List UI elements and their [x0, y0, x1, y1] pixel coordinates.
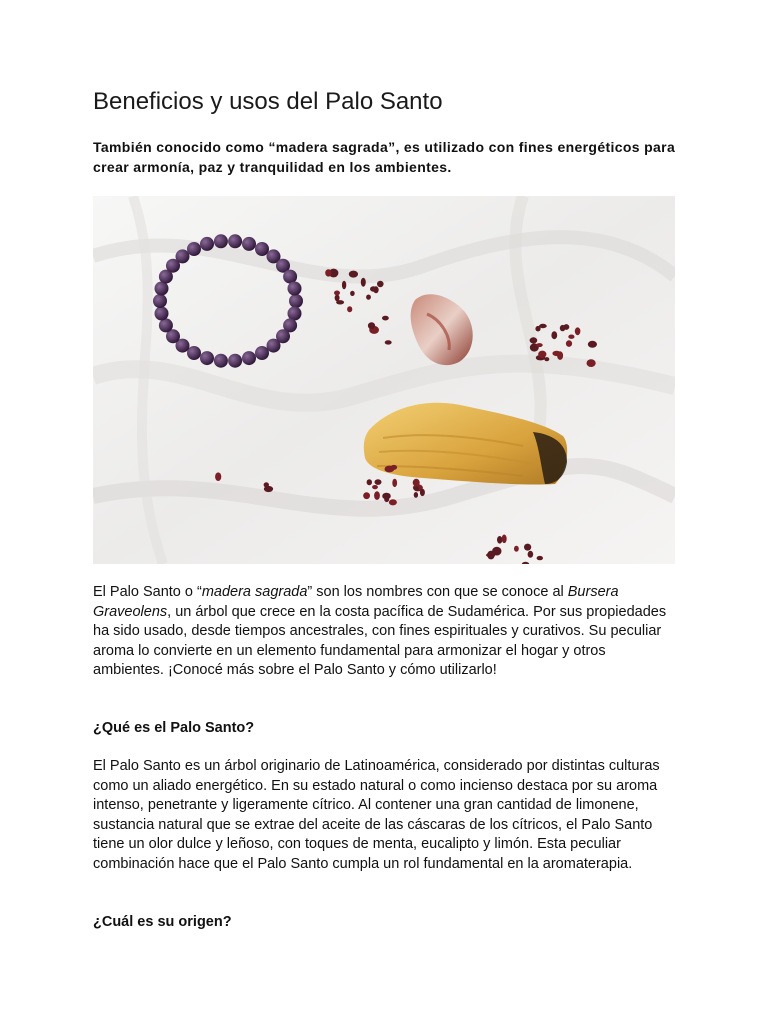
garnet-chip: [575, 327, 581, 335]
garnet-chip: [370, 286, 377, 291]
hero-photo: [93, 196, 675, 564]
garnet-chip: [588, 341, 597, 348]
section-heading-origen: ¿Cuál es su origen?: [93, 914, 232, 930]
intro-term-bursera: Bursera Graveolens: [93, 584, 619, 620]
garnet-chip: [514, 546, 519, 552]
garnet-chip: [334, 291, 340, 296]
garnet-chip: [374, 491, 380, 500]
garnet-chip: [414, 492, 418, 498]
bracelet-bead: [228, 234, 242, 248]
garnet-chip: [363, 492, 370, 499]
garnet-chip: [325, 269, 331, 276]
garnet-chip: [536, 343, 542, 347]
garnet-chip: [392, 479, 397, 487]
garnet-chip: [389, 499, 397, 505]
garnet-chip: [342, 281, 346, 290]
garnet-chip: [566, 340, 572, 347]
garnet-chip: [544, 357, 549, 361]
garnet-chip: [414, 486, 419, 491]
garnet-chip: [367, 479, 372, 485]
intro-text-1: El Palo Santo o “: [93, 584, 202, 600]
section-paragraph-que-es: El Palo Santo es un árbol originario de Latinoamérica, considerado por distintas culturas como un aliado energético. En su estado natural o como incienso destaca por su aroma intenso, penetrante y ligeramente cítrico. Al contener una gran cantidad de limonene, sustancia natural que se extrae del aceite de las cáscaras de los cítricos, el Palo Santo tiene un olor dulce y leñoso, con toques de menta, eucalipto y limón. Esta peculiar combinación hace que el Palo Santo cumpla un rol fundamental en la aromaterapia.: [93, 758, 660, 872]
bracelet-bead: [155, 282, 169, 296]
bracelet-bead: [176, 249, 190, 263]
bracelet-bead: [267, 339, 281, 353]
intro-text-2: ” son los nombres con que se conoce al: [307, 584, 568, 600]
bracelet-bead: [187, 346, 201, 360]
garnet-chip: [350, 291, 355, 296]
bracelet-bead: [242, 351, 256, 365]
garnet-chip: [382, 316, 389, 321]
garnet-chip: [560, 325, 566, 331]
bracelet-bead: [228, 354, 242, 368]
garnet-chip: [349, 271, 358, 278]
bracelet-bead: [289, 294, 303, 308]
bracelet-bead: [255, 242, 269, 256]
garnet-chip: [535, 326, 540, 332]
garnet-chip: [375, 479, 382, 485]
garnet-chip: [264, 482, 269, 487]
garnet-chip: [502, 535, 507, 544]
intro-paragraph: [93, 583, 678, 681]
garnet-chip: [391, 465, 397, 470]
bracelet-bead: [214, 354, 228, 368]
bracelet-bead: [153, 294, 167, 308]
garnet-chip: [538, 351, 546, 358]
garnet-chip: [385, 340, 392, 344]
garnet-chip: [487, 551, 495, 560]
garnet-chip: [361, 278, 366, 287]
garnet-chip: [335, 295, 340, 302]
garnet-chip: [420, 489, 425, 496]
intro-text-3: , un árbol que crece en la costa pacífica de Sudamérica. Por sus propiedades ha sido usado, desde tiempos ancestrales, con fines espirituales y curativos. Su peculiar aroma lo convierte en un elemento fundamental para armonizar el hogar y otros ambientes. ¡Conocé más sobre el Palo Santo y cómo utilizarlo!: [93, 603, 667, 679]
bracelet-bead: [214, 234, 228, 248]
intro-term-madera-sagrada: madera sagrada: [201, 584, 308, 600]
garnet-chip: [551, 331, 557, 339]
garnet-chip: [537, 556, 543, 560]
garnet-chip: [347, 306, 352, 312]
bracelet-bead: [187, 242, 201, 256]
garnet-chip: [372, 485, 378, 489]
bracelet-bead: [242, 237, 256, 251]
bracelet-bead: [283, 270, 297, 284]
garnet-chip: [524, 544, 531, 551]
bracelet-bead: [159, 318, 173, 332]
garnet-chip: [557, 351, 563, 360]
garnet-chip: [587, 359, 596, 367]
bracelet-bead: [255, 346, 269, 360]
article-subtitle: También conocido como “madera sagrada”, es utilizado con fines energéticos para crear armonía, paz y tranquilidad en los ambientes.: [93, 139, 676, 175]
garnet-chip: [497, 536, 502, 544]
garnet-chip: [530, 337, 538, 343]
bracelet-bead: [288, 282, 302, 296]
garnet-chip: [366, 295, 371, 300]
garnet-chip: [528, 551, 534, 558]
page-title: Beneficios y usos del Palo Santo: [93, 88, 443, 115]
bracelet-bead: [200, 351, 214, 365]
bracelet-bead: [200, 237, 214, 251]
bracelet-bead: [155, 307, 169, 321]
garnet-chip: [384, 496, 389, 502]
garnet-chip: [377, 281, 384, 287]
bracelet-bead: [288, 307, 302, 321]
section-heading-que-es: ¿Qué es el Palo Santo?: [93, 720, 255, 736]
garnet-chip: [368, 322, 375, 329]
garnet-chip: [215, 472, 221, 481]
garnet-chip: [568, 335, 574, 339]
